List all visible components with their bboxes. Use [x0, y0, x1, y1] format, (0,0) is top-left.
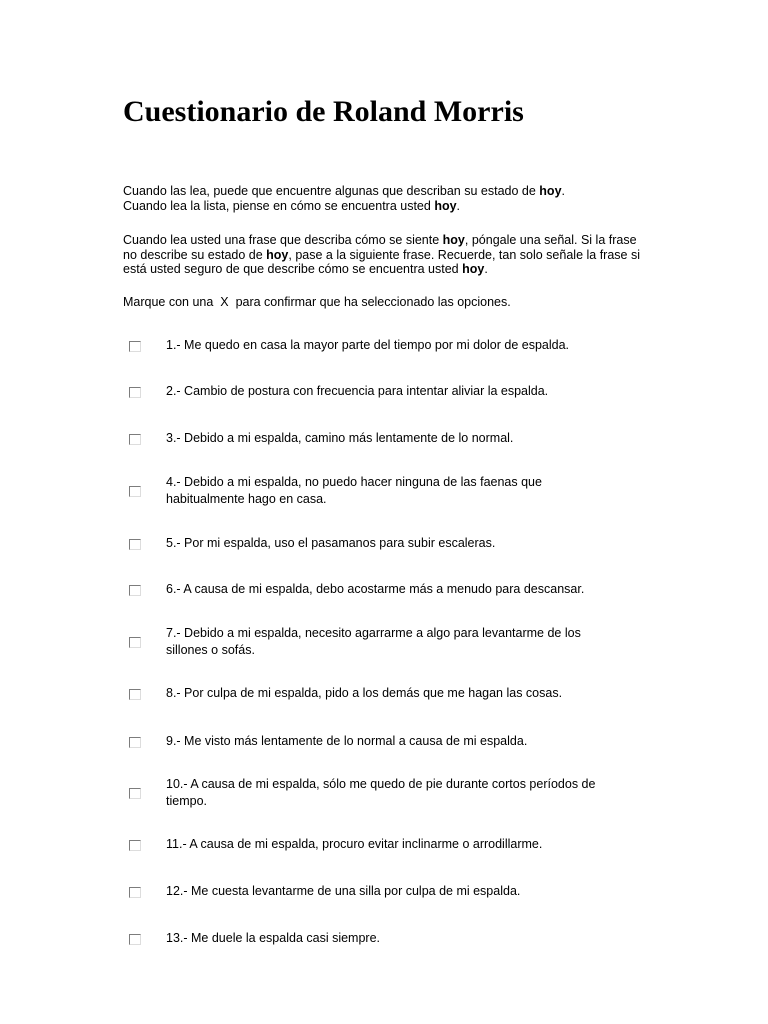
intro-emphasis: hoy	[539, 184, 562, 198]
list-item	[123, 328, 653, 364]
intro-text: .	[456, 198, 461, 213]
list-item	[123, 921, 653, 957]
intro-emphasis: hoy	[442, 233, 465, 247]
item-text: 11.- A causa de mi espalda, procuro evitar inclinarme o arrodillarme.	[166, 837, 543, 852]
intro-text: .	[561, 184, 566, 198]
item-text: 3.- Debido a mi espalda, camino más lentamente de lo normal.	[166, 431, 514, 446]
list-item	[123, 874, 653, 910]
instruction-paragraph: Marque con una X para confirmar que ha seleccionado las opciones.	[123, 295, 511, 309]
item-text: 10.- A causa de mi espalda, sólo me quedo de pie durante cortos períodos de tiempo.	[166, 776, 596, 808]
item-checkbox[interactable]	[129, 840, 141, 851]
intro-emphasis: hoy	[434, 198, 457, 213]
intro-text: Cuando lea usted una frase que describa cómo se siente	[123, 233, 443, 247]
item-checkbox[interactable]	[129, 486, 141, 497]
item-text: 9.- Me visto más lentamente de lo normal a causa de mi espalda.	[166, 734, 528, 749]
item-checkbox[interactable]	[129, 585, 141, 596]
item-checkbox[interactable]	[129, 689, 141, 700]
list-item	[123, 374, 653, 410]
intro-text: , pase a la siguiente frase. Recuerde, tan solo señale la frase si está usted seguro de que describe cómo se encuentra usted	[123, 247, 640, 277]
intro-text: Cuando lea la lista, piense en cómo se encuentra usted	[123, 198, 435, 213]
item-checkbox[interactable]	[129, 788, 141, 799]
item-text: 6.- A causa de mi espalda, debo acostarme más a menudo para descansar.	[166, 582, 585, 597]
item-text: 2.- Cambio de postura con frecuencia para intentar aliviar la espalda.	[166, 384, 549, 399]
item-text: 4.- Debido a mi espalda, no puedo hacer ninguna de las faenas que habitualmente hago en casa.	[166, 474, 542, 506]
list-item	[123, 421, 653, 457]
item-text: 8.- Por culpa de mi espalda, pido a los demás que me hagan las cosas.	[166, 686, 563, 701]
list-item	[123, 526, 653, 562]
page-title: Cuestionario de Roland Morris	[123, 95, 524, 128]
item-text: 7.- Debido a mi espalda, necesito agarrarme a algo para levantarme de los sillones o sofás.	[166, 625, 581, 657]
list-item	[123, 827, 653, 863]
item-text: 1.- Me quedo en casa la mayor parte del tiempo por mi dolor de espalda.	[166, 338, 570, 353]
item-checkbox[interactable]	[129, 387, 141, 398]
intro-paragraph-2	[123, 233, 653, 277]
item-checkbox[interactable]	[129, 934, 141, 945]
item-checkbox[interactable]	[129, 434, 141, 445]
item-text: 5.- Por mi espalda, uso el pasamanos para subir escaleras.	[166, 536, 496, 551]
list-item	[123, 775, 653, 811]
intro-text: Cuando las lea, puede que encuentre algunas que describan su estado de	[123, 184, 540, 198]
item-checkbox[interactable]	[129, 637, 141, 648]
item-checkbox[interactable]	[129, 539, 141, 550]
intro-emphasis: hoy	[462, 262, 485, 277]
intro-paragraph-1	[123, 184, 653, 213]
item-checkbox[interactable]	[129, 737, 141, 748]
item-checkbox[interactable]	[129, 341, 141, 352]
intro-text: , póngale una señal. Si la frase no describe su estado de	[123, 233, 637, 262]
item-text: 13.- Me duele la espalda casi siempre.	[166, 931, 381, 946]
list-item	[123, 724, 653, 760]
item-text: 12.- Me cuesta levantarme de una silla por culpa de mi espalda.	[166, 884, 521, 899]
list-item	[123, 624, 653, 660]
list-item	[123, 676, 653, 712]
list-item	[123, 473, 653, 509]
intro-text: .	[484, 262, 488, 277]
intro-emphasis: hoy	[266, 247, 289, 262]
list-item	[123, 572, 653, 608]
item-checkbox[interactable]	[129, 887, 141, 898]
